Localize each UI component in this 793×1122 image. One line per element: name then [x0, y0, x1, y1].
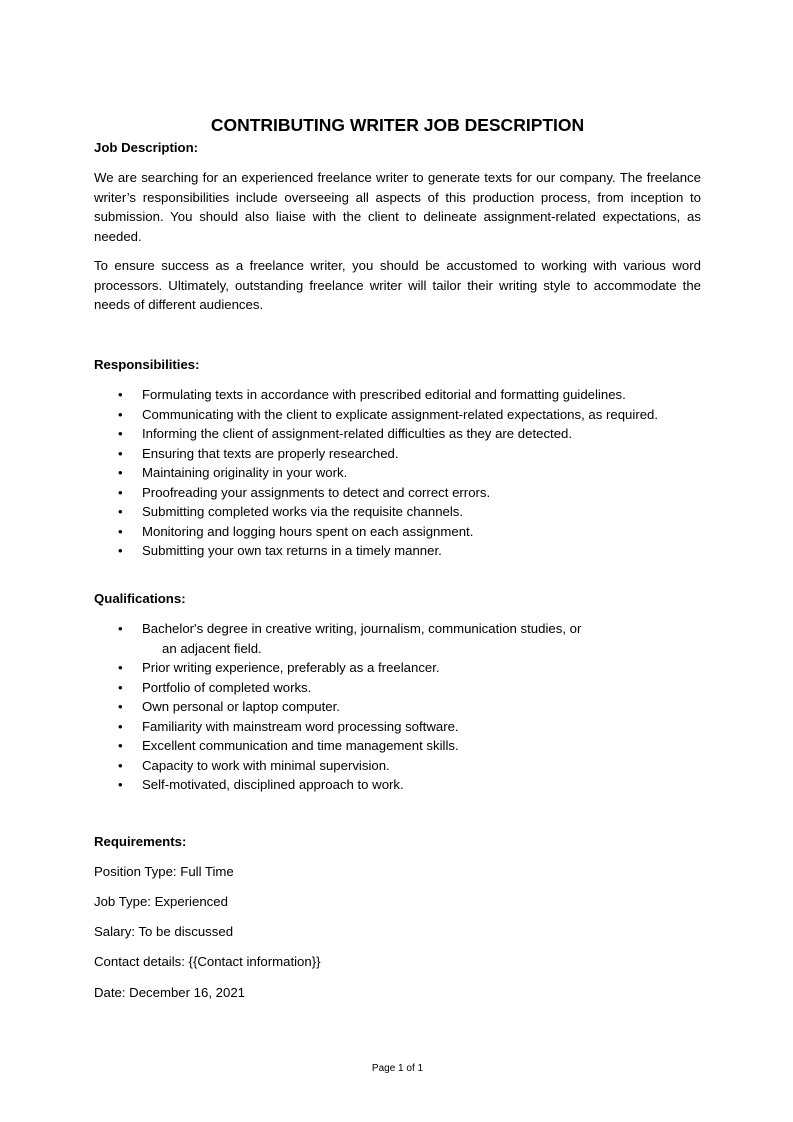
list-item: • Maintaining originality in your work.: [94, 463, 701, 483]
list-item: • Portfolio of completed works.: [94, 678, 701, 698]
qualifications-heading: Qualifications:: [94, 591, 186, 606]
list-item: • Informing the client of assignment-related difficulties as they are detected.: [94, 424, 701, 444]
bullet-icon: •: [118, 504, 123, 519]
salary: Salary: To be discussed: [94, 924, 234, 939]
bullet-icon: •: [118, 445, 123, 461]
list-item: • Ensuring that texts are properly researched.: [94, 444, 701, 464]
list-item: • Prior writing experience, preferably as a freelancer.: [94, 658, 701, 678]
document-title: CONTRIBUTING WRITER JOB DESCRIPTION: [210, 115, 585, 135]
job-description-paragraph-2: To ensure success as a freelance writer, you should be accustomed to working with various word processors. Ultimately, outstanding freelance writer will tailor their writing style to accommodate the needs of different audiences.: [94, 258, 701, 313]
bullet-icon: •: [118, 660, 123, 675]
job-type: Job Type: Experienced: [94, 894, 228, 909]
date: Date: December 16, 2021: [94, 985, 246, 1000]
list-item: • Submitting your own tax returns in a timely manner.: [94, 541, 701, 561]
list-item: • Familiarity with mainstream word processing software.: [94, 717, 701, 737]
bullet-icon: •: [118, 465, 123, 480]
list-item: • Proofreading your assignments to detect and correct errors.: [94, 483, 701, 503]
list-item: • Formulating texts in accordance with prescribed editorial and formatting guidelines.: [94, 385, 701, 405]
bullet-icon: •: [118, 484, 123, 500]
bullet-icon: •: [118, 699, 123, 714]
list-item: • Self-motivated, disciplined approach to work.: [94, 775, 701, 795]
bullet-icon: •: [118, 406, 123, 422]
responsibilities-heading: Responsibilities:: [94, 357, 200, 372]
position-type: Position Type: Full Time: [94, 864, 234, 879]
responsibilities-list: [94, 385, 701, 561]
job-description-paragraph-1: We are searching for an experienced freelance writer to generate texts for our company. The freelance writer’s responsibilities include overseeing all aspects of this production process, from inception to submission. You should also liaise with the client to delineate assignment-related expectations, as needed.: [94, 170, 701, 244]
bullet-icon: •: [118, 757, 123, 773]
bullet-icon: •: [118, 679, 123, 695]
qualifications-list: [94, 619, 701, 795]
bullet-icon: •: [118, 738, 123, 753]
list-item: • Own personal or laptop computer.: [94, 697, 701, 717]
bullet-icon: •: [118, 718, 123, 734]
bullet-icon: •: [118, 777, 123, 792]
requirements-heading: Requirements:: [94, 834, 187, 849]
bullet-icon: •: [118, 543, 123, 558]
list-item: • Excellent communication and time management skills.: [94, 736, 701, 756]
list-item: • Communicating with the client to explicate assignment-related expectations, as required.: [94, 405, 701, 425]
bullet-icon: •: [118, 387, 123, 402]
bullet-icon: •: [118, 523, 123, 539]
bullet-icon: •: [118, 426, 123, 441]
job-description-heading: Job Description:: [94, 140, 199, 155]
document-page: [94, 0, 701, 1122]
list-item: • Capacity to work with minimal supervision.: [94, 756, 701, 776]
bullet-icon: •: [118, 621, 123, 636]
page-footer: Page 1 of 1: [371, 1063, 424, 1074]
contact-details: Contact details: {{Contact information}}: [94, 954, 321, 969]
list-item: • Bachelor's degree in creative writing, journalism, communication studies, or an adjacent field.: [118, 621, 582, 656]
list-item: • Submitting completed works via the requisite channels.: [94, 502, 701, 522]
list-item: • Monitoring and logging hours spent on each assignment.: [94, 522, 701, 542]
